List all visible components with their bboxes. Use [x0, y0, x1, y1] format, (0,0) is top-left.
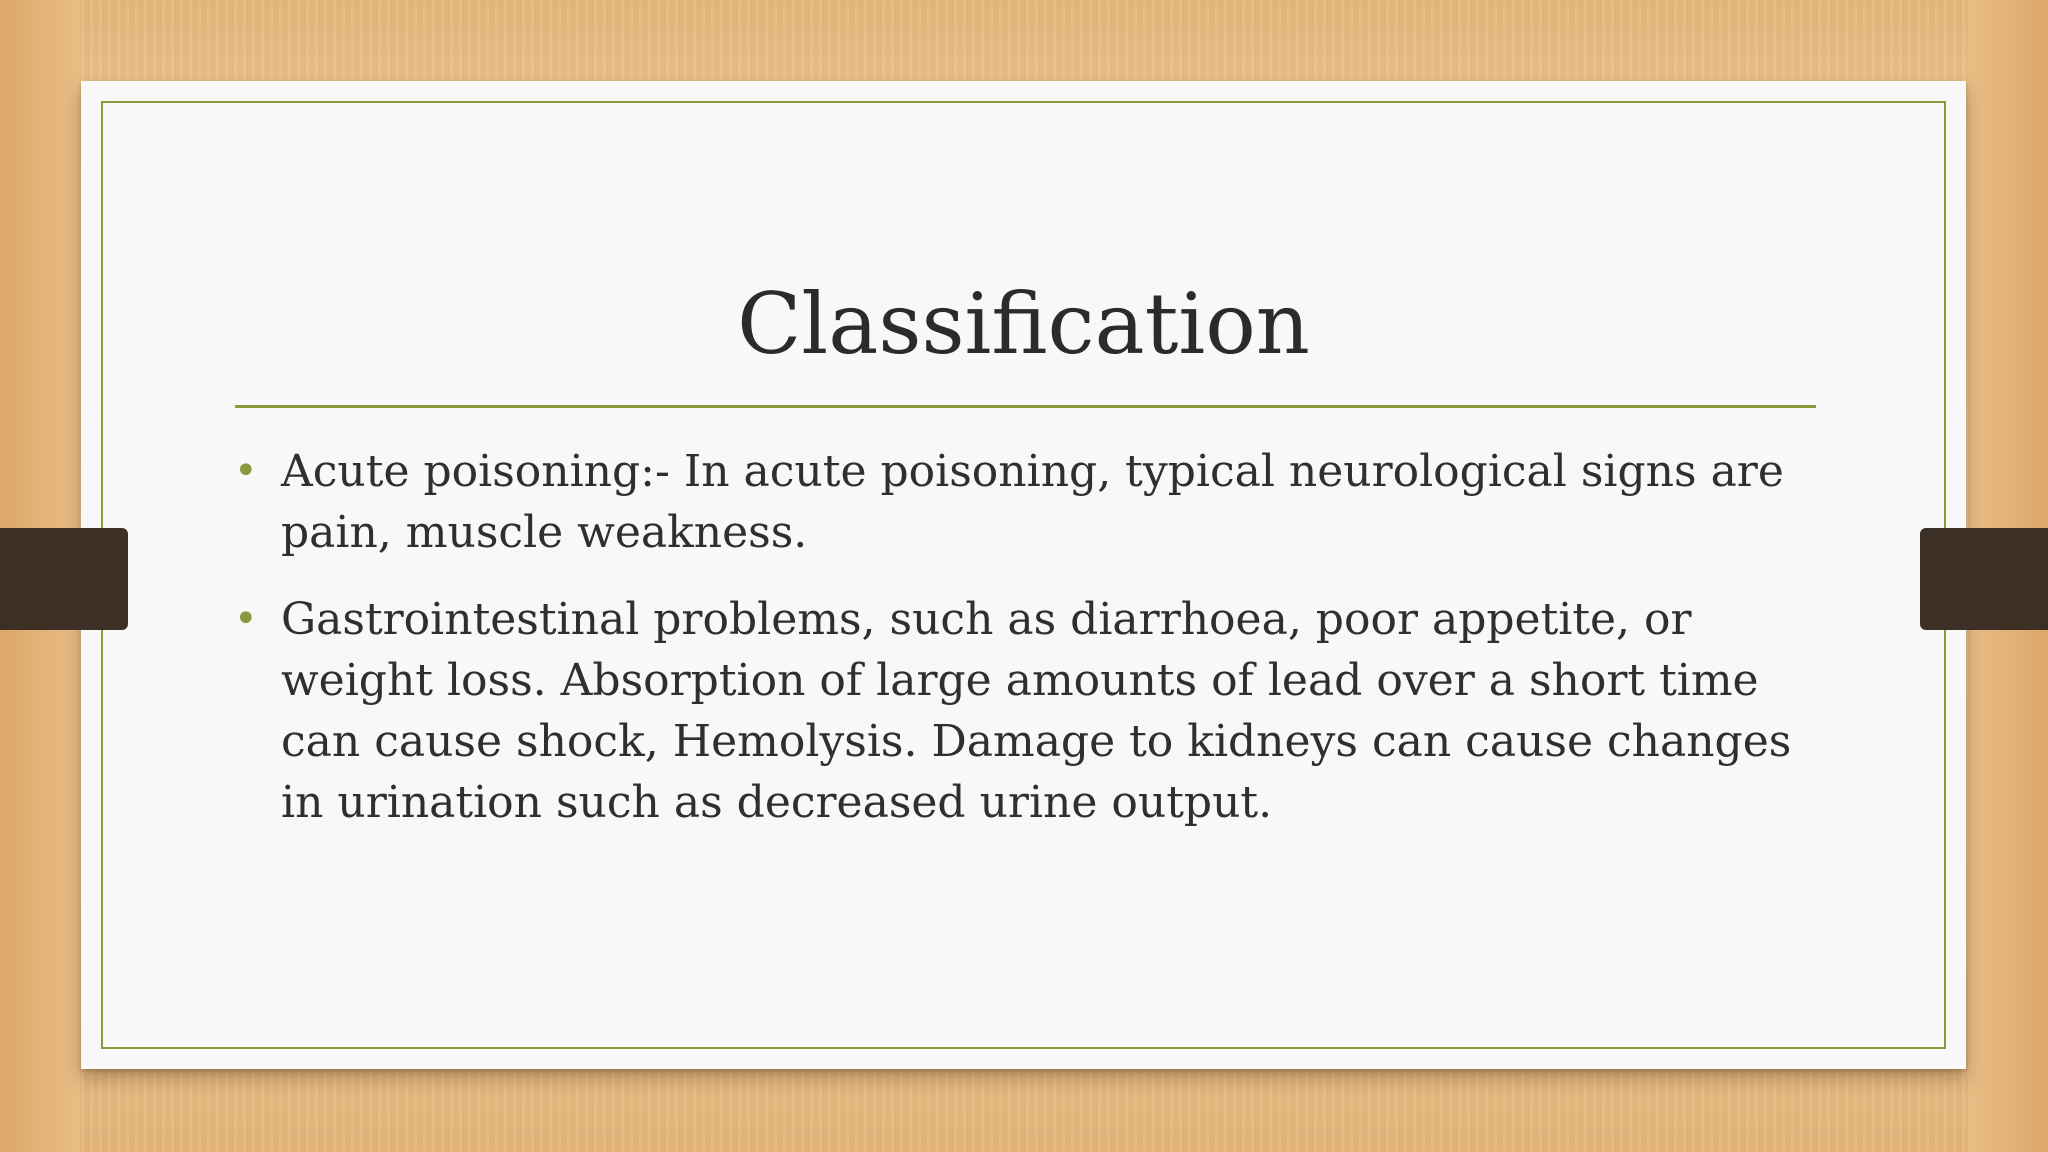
- binder-clip-right: [1920, 528, 2048, 630]
- bullet-icon: •: [234, 448, 258, 494]
- bullet-text: Acute poisoning:- In acute poisoning, typical neurological signs are pain, muscle weakness.: [281, 446, 1784, 558]
- slide: [81, 81, 1966, 1069]
- bullet-list: [234, 441, 1794, 859]
- bullet-item: [234, 589, 1794, 833]
- slide-title: Classification: [737, 275, 1310, 374]
- bullet-icon: •: [234, 596, 258, 642]
- title-divider: [235, 405, 1816, 408]
- bullet-text: Gastrointestinal problems, such as diarrhoea, poor appetite, or weight loss. Absorption of large amounts of lead over a short time can cause shock, Hemolysis. Damage to kidneys can cause changes in urination such as decreased urine output.: [281, 594, 1792, 828]
- bullet-item: [234, 441, 1794, 563]
- binder-clip-left: [0, 528, 128, 630]
